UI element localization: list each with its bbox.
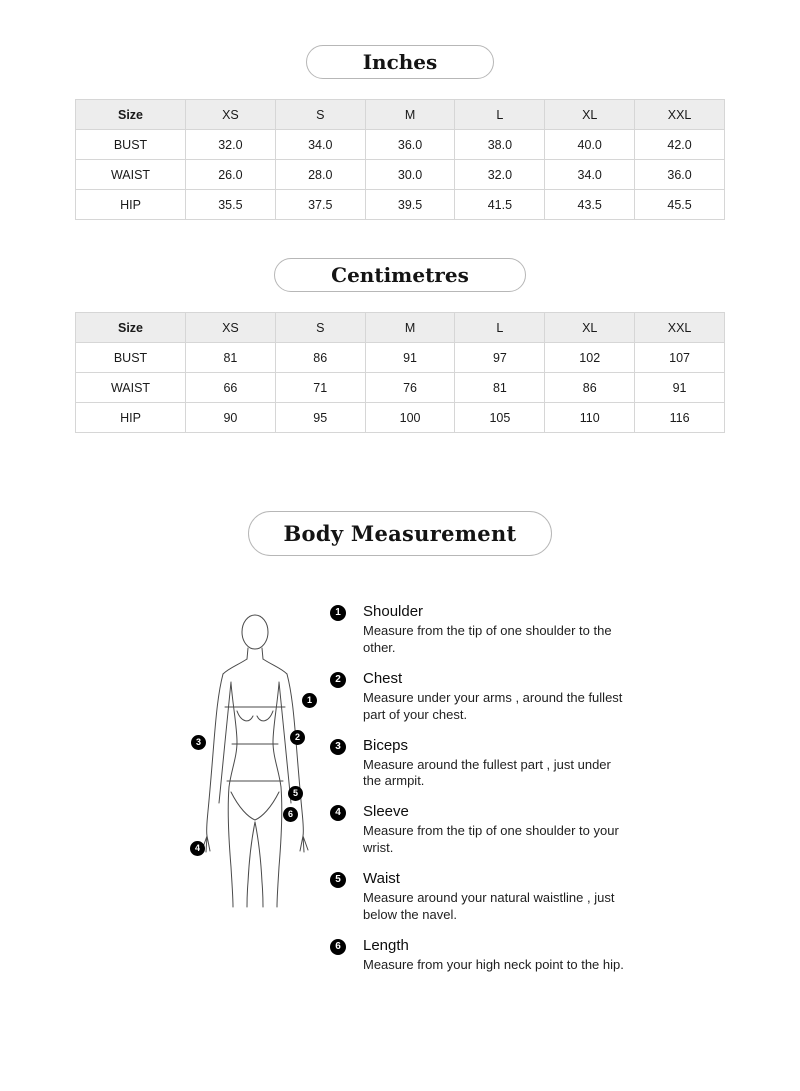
item-number-badge: 4 xyxy=(330,805,346,821)
centimetres-section-header xyxy=(0,258,800,292)
column-header-xxl: XXL xyxy=(635,313,725,343)
table-header-row xyxy=(76,100,725,130)
table-cell: 36.0 xyxy=(365,130,455,160)
measurement-name: Waist xyxy=(363,870,400,888)
body-measurement-section-header xyxy=(0,511,800,556)
table-cell: 110 xyxy=(545,403,635,433)
column-header-m: M xyxy=(365,313,455,343)
column-header-size: Size xyxy=(76,100,186,130)
measurement-description: Measure from the tip of one shoulder to the other. xyxy=(363,623,612,655)
table-header-row xyxy=(76,313,725,343)
table-cell: 100 xyxy=(365,403,455,433)
centimetres-title-pill: Centimetres xyxy=(274,258,526,292)
measurement-description: Measure from the tip of one shoulder to your wrist. xyxy=(363,823,619,856)
table-cell: 39.5 xyxy=(365,190,455,220)
list-item-biceps xyxy=(330,737,630,791)
table-cell: 86 xyxy=(545,373,635,403)
column-header-m: M xyxy=(365,100,455,130)
item-number-badge: 3 xyxy=(330,739,346,755)
table-cell: 91 xyxy=(635,373,725,403)
table-cell: 41.5 xyxy=(455,190,545,220)
column-header-xxl: XXL xyxy=(635,100,725,130)
measurement-name: Biceps xyxy=(363,736,409,754)
table-cell: 38.0 xyxy=(455,130,545,160)
list-item-length xyxy=(330,937,630,974)
table-cell: 76 xyxy=(365,373,455,403)
table-cell: 81 xyxy=(455,373,545,403)
column-header-xl: XL xyxy=(545,313,635,343)
figure-marker-shoulder: 1 xyxy=(302,693,317,708)
column-header-xs: XS xyxy=(186,100,276,130)
list-item-waist xyxy=(330,870,630,924)
table-cell: 37.5 xyxy=(275,190,365,220)
table-cell: 32.0 xyxy=(455,160,545,190)
column-header-l: L xyxy=(455,313,545,343)
measurement-name: Shoulder xyxy=(363,603,424,620)
table-cell: 34.0 xyxy=(545,160,635,190)
table-cell: 30.0 xyxy=(365,160,455,190)
table-cell: 95 xyxy=(275,403,365,433)
table-cell: 42.0 xyxy=(635,130,725,160)
table-cell: 105 xyxy=(455,403,545,433)
figure-marker-waist: 5 xyxy=(288,786,303,801)
measurement-name: Length xyxy=(363,936,409,954)
list-item-sleeve xyxy=(330,803,630,857)
table-cell: 81 xyxy=(186,343,276,373)
table-cell: 71 xyxy=(275,373,365,403)
table-row-waist xyxy=(76,373,725,403)
table-cell: 102 xyxy=(545,343,635,373)
table-cell: 28.0 xyxy=(275,160,365,190)
item-number-badge: 2 xyxy=(330,672,346,688)
item-number-badge: 1 xyxy=(330,605,346,621)
body-measurement-section xyxy=(0,601,800,1031)
table-cell: 26.0 xyxy=(186,160,276,190)
row-label: HIP xyxy=(76,403,186,433)
measurement-instructions-list xyxy=(330,603,630,987)
column-header-s: S xyxy=(275,100,365,130)
figure-marker-sleeve: 4 xyxy=(190,841,205,856)
inches-title-pill: Inches xyxy=(306,45,495,79)
measurement-name: Sleeve xyxy=(363,803,409,821)
body-figure-outline-drawing xyxy=(185,611,325,911)
row-label: WAIST xyxy=(76,373,186,403)
table-row-hip xyxy=(76,403,725,433)
table-cell: 86 xyxy=(275,343,365,373)
table-row-bust xyxy=(76,130,725,160)
table-cell: 107 xyxy=(635,343,725,373)
table-cell: 116 xyxy=(635,403,725,433)
column-header-size: Size xyxy=(76,313,186,343)
measurement-description: Measure from your high neck point to the hip. xyxy=(363,956,624,972)
table-cell: 66 xyxy=(186,373,276,403)
measurement-description: Measure around the fullest part , just under the armpit. xyxy=(363,756,611,789)
table-cell: 91 xyxy=(365,343,455,373)
body-figure-diagram xyxy=(185,611,325,911)
measurement-description: Measure around your natural waistline , just below the navel. xyxy=(363,890,615,923)
row-label: BUST xyxy=(76,343,186,373)
column-header-xs: XS xyxy=(186,313,276,343)
row-label: HIP xyxy=(76,190,186,220)
table-cell: 40.0 xyxy=(545,130,635,160)
measurement-description: Measure under your arms , around the fullest part of your chest. xyxy=(363,689,623,722)
table-row-hip xyxy=(76,190,725,220)
list-item-shoulder xyxy=(330,603,630,657)
table-cell: 32.0 xyxy=(186,130,276,160)
row-label: WAIST xyxy=(76,160,186,190)
body-measurement-title-pill: Body Measurement xyxy=(248,511,551,556)
centimetres-size-table xyxy=(75,312,725,433)
table-cell: 45.5 xyxy=(635,190,725,220)
figure-marker-chest: 2 xyxy=(290,730,305,745)
table-row-waist xyxy=(76,160,725,190)
column-header-l: L xyxy=(455,100,545,130)
table-cell: 36.0 xyxy=(635,160,725,190)
inches-section-header xyxy=(0,45,800,79)
list-item-chest xyxy=(330,670,630,724)
item-number-badge: 6 xyxy=(330,939,346,955)
inches-size-table xyxy=(75,99,725,220)
table-cell: 43.5 xyxy=(545,190,635,220)
figure-marker-length: 6 xyxy=(283,807,298,822)
row-label: BUST xyxy=(76,130,186,160)
column-header-s: S xyxy=(275,313,365,343)
table-cell: 34.0 xyxy=(275,130,365,160)
table-row-bust xyxy=(76,343,725,373)
item-number-badge: 5 xyxy=(330,872,346,888)
column-header-xl: XL xyxy=(545,100,635,130)
table-cell: 90 xyxy=(186,403,276,433)
table-cell: 97 xyxy=(455,343,545,373)
figure-marker-biceps: 3 xyxy=(191,735,206,750)
measurement-name: Chest xyxy=(363,669,403,687)
table-cell: 35.5 xyxy=(186,190,276,220)
